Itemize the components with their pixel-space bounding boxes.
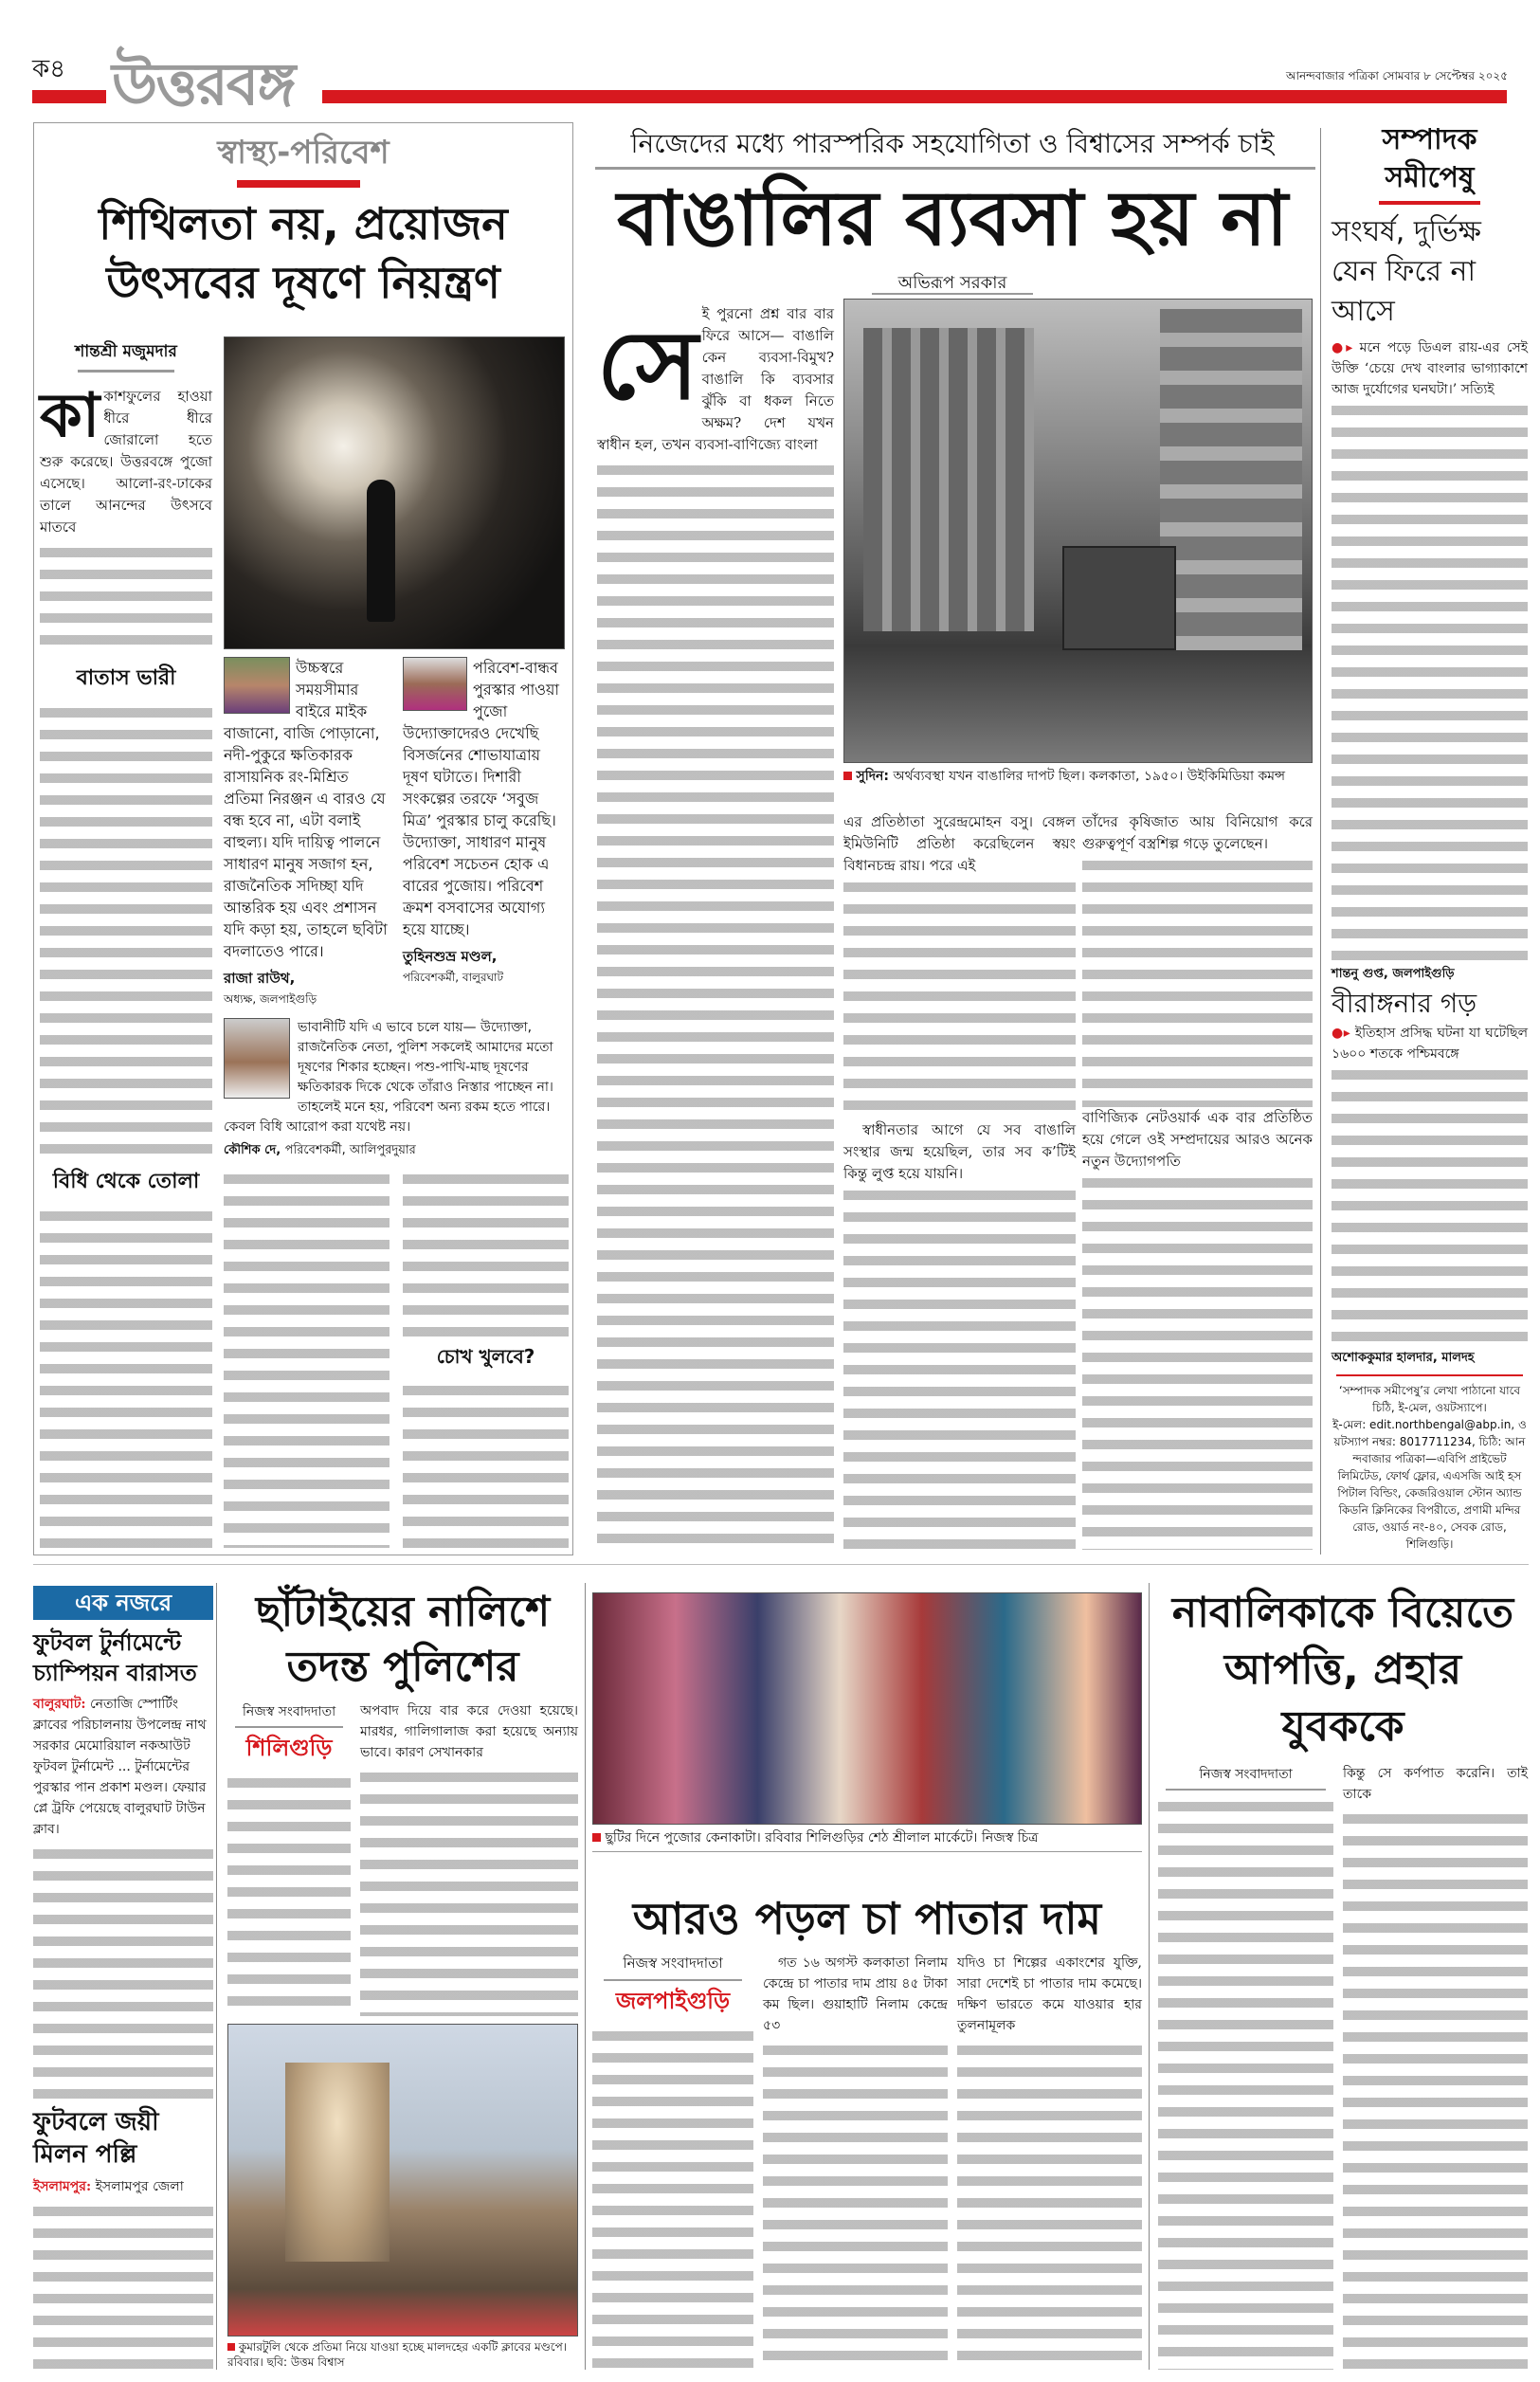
header-bar-left (32, 90, 106, 103)
glance-item1 (33, 1694, 213, 1840)
health-body-row (224, 1169, 569, 1548)
letter1-body (1332, 400, 1528, 961)
health-drop-cap: কা (40, 380, 100, 451)
fireworks-photo (224, 336, 565, 649)
health-section-label: স্বাস্থ্য-পরিবেশ (217, 134, 390, 172)
durga-idol-photo (227, 2024, 578, 2337)
quote-2-block (403, 657, 569, 1010)
arrow-bullet-icon: ●▸ (1332, 340, 1353, 355)
quote-3-role: পরিবেশকর্মী, আলিপুরদুয়ার (284, 1143, 416, 1157)
layoff-column (227, 1585, 578, 2370)
glance-item2-text: ইসলামপুর জেলা (95, 2178, 184, 2194)
business-headline: বাঙালির ব্যবসা হয় না (616, 174, 1289, 263)
health-lead (40, 380, 212, 538)
glance-item1-place: বালুরঘাট: (33, 1697, 86, 1712)
quote-1-role: অধ্যক্ষ, জলপাইগুড়ি (224, 992, 317, 1006)
glance-item2-place: ইসলামপুর: (33, 2178, 92, 2194)
quote-2: পরিবেশ-বান্ধব পুরস্কার পাওয়া পুজো উদ্যোক্তাদেরও দেখেছি বিসর্জনের শোভাযাত্রায় দূষণ ঘটাতে। দিশারী সংকল্পের তরফে ‘সবুজ মিত্র’ পুরস্কার চালু করেছি। উদ্যোক্তা, সাধারণ মানুষ পরিবেশ সচেতন হোক এ বারের পুজোয়। পরিবেশ ক্রমশ বসবাসের অযোগ্য হয়ে যাচ্ছে। (403, 659, 560, 938)
health-headline: শিথিলতা নয়, প্রয়োজন উৎসবের দূষণে নিয়ন্ত্রণ (99, 198, 508, 308)
business-column-3 (1082, 811, 1313, 1550)
caption-marker-2 (227, 2343, 235, 2351)
tea-byline: নিজস্ব সংবাদদাতা (623, 1955, 723, 1972)
letter1-author: শান্তনু গুপ্ত, জলপাইগুড়ি (1332, 967, 1455, 981)
person-silhouette (367, 480, 395, 622)
layoff-col2 (360, 1700, 578, 2016)
minor-body-col2 (1343, 1809, 1528, 2370)
quote-3-block (224, 1018, 569, 1161)
letters-title-1: সম্পাদক (1382, 123, 1477, 156)
market-photo (592, 1592, 1142, 1825)
quotes-row (224, 657, 569, 1010)
tea-location: জলপাইগুড়ি (615, 1988, 731, 2014)
letters-title-2: সমীপেষু (1385, 161, 1475, 194)
minor-headline: নাবালিকাকে বিয়েতে আপত্তি, প্রহার যুবককে (1171, 1589, 1514, 1751)
caption-label: সুদিন: (856, 769, 890, 784)
layoff-body-col1 (227, 1773, 351, 2016)
letters-notice-contact: ই-মেল: edit.northbengal@abp.in, ওয়টস্যাপ নম্বর: 8017711234, চিঠি: আনন্দবাজার পত্রিকা—এবিপি প্রাইভেট লিমিটেড, ফোর্থ ফ্লোর, এএসজি আই হসপিটাল বিল্ডিং, কেজরিওয়াল স্টোন অ্যান্ড কিডনি ক্লিনিকের বিপরীতে, প্রণামী মন্দির রোড, ওয়ার্ড নং-৪০, সেবক রোড, শিলিগুড়ি। (1332, 1418, 1527, 1551)
minor-byline: নিজস্ব সংবাদদাতা (1199, 1767, 1293, 1782)
tea-column (592, 1592, 1142, 2370)
glance-item1-headline: ফুটবল টুর্নামেন্টে চ্যাম্পিয়ন বারাসত (33, 1629, 197, 1686)
health-lead-text: কাশফুলের হাওয়া ধীরে ধীরে জোরালো হতে শুরু করেছে। উত্তরবঙ্গে পুজো এসেছে। আলো-রং-ঢাকের তালে আনন্দের উৎসবে মাতবে (40, 388, 212, 536)
minor-byline-rule (1166, 1789, 1326, 1791)
tea-col3-text: যদিও চা শিল্পের একাংশের যুক্তি, সারা দেশেই চা পাতার দাম কমেছে। দক্ষিণ ভারতে কমে যাওয়ার হার তুলনামূলক (957, 1955, 1142, 2033)
layoff-headline: ছাঁটাইয়ের নালিশে তদন্ত পুলিশের (255, 1588, 551, 1691)
letter1-lead (1332, 337, 1528, 400)
quote-3-name (224, 1141, 569, 1161)
tea-col2 (763, 1953, 948, 2370)
minor-body-col1 (1158, 1796, 1333, 2370)
section-title: উত্তরবঙ্গ (112, 49, 295, 118)
business-body-col2c (843, 1185, 1076, 1550)
business-kicker: নিজেদের মধ্যে পারস্পরিক সহযোগিতা ও বিশ্বাসের সম্পর্ক চাই (630, 128, 1275, 159)
layoff-text: অপবাদ দিয়ে বার করে দেওয়া হয়েছে। মারধর, গালিগালাজ করা হয়েছে অন্যায় ভাবে। কারণ সেখানকার (360, 1703, 578, 1760)
kicker-rule (595, 167, 1315, 170)
layoff-location: শিলিগুড়ি (245, 1735, 333, 1761)
quote-1-block (224, 657, 390, 1010)
building-right (1160, 309, 1302, 650)
idol-caption-text: কুমারটুলি থেকে প্রতিমা নিয়ে যাওয়া হচ্ছে মালদহের একটি ক্লাবের মণ্ডপে। রবিবার। ছবি: উত্তম বিশ্বাস (227, 2340, 568, 2369)
layoff-body-col2 (360, 1767, 578, 2016)
health-body-col2 (224, 1169, 390, 1548)
tea-col1 (592, 1953, 753, 2370)
health-byline: শান্তশ্রী মজুমদার (75, 342, 177, 361)
market-caption (592, 1829, 1142, 1846)
portrait-raja-rauth (224, 657, 290, 714)
idol-figure (285, 2063, 390, 2262)
health-label-bar (237, 180, 360, 188)
page-number: ক৪ (32, 55, 66, 83)
letters-notice-intro: ‘সম্পাদক সমীপেষু’র লেখা পাঠানো যাবে চিঠি, ই-মেল, ওয়টস্যাপে। (1338, 1384, 1521, 1414)
portrait-kaushik-de (224, 1018, 290, 1099)
business-body-col1 (597, 460, 834, 1550)
business-photo-caption (843, 768, 1313, 785)
caption-marker (843, 772, 852, 780)
health-body-col3a (403, 1169, 569, 1337)
kolkata-street-photo (843, 299, 1313, 763)
business-body-col3b (1082, 855, 1313, 1107)
letters-title-bar (1379, 201, 1480, 205)
quote-1: উচ্চস্বরে সময়সীমার বাইরে মাইক বাজানো, বাজি পোড়ানো, নদী-পুকুরে ক্ষতিকারক রাসায়নিক রং-মিশ্রিত প্রতিমা নিরঞ্জন এ বারও যে বন্ধ হবে না, এটা বলাই বাহুল্য। যদি দায়িত্ব পালনে সাধারণ মানুষ সজাগ হন, রাজনৈতিক সদিচ্ছা যদি আন্তরিক হয় এবং প্রশাসন যদি কড়া হয়, তাহলে ছবিটা বদলাতেও পারে। (224, 659, 388, 960)
health-column-1 (40, 339, 212, 1548)
tea-col2-text: গত ১৬ অগস্ট কলকাতা নিলাম কেন্দ্রে চা পাতার দাম প্রায় ৪৫ টাকা কম ছিল। গুয়াহাটি নিলাম কেন্দ্রে ৫৩ (763, 1955, 948, 2033)
letter2-author: অশোককুমার হালদার, মালদহ (1332, 1351, 1475, 1365)
glance-item2-body (33, 2201, 213, 2371)
business-col2-para: এর প্রতিষ্ঠাতা সুরেন্দ্রমোহন বসু। বেঙ্গল ইমিউনিটি প্রতিষ্ঠা করেছিলেন স্বয়ং বিধানচন্দ্র রায়। পরে এই (843, 813, 1076, 874)
market-caption-text: ছুটির দিনে পুজোর কেনাকাটা। রবিবার শিলিগুড়ির শেঠ শ্রীলাল মার্কেটে। নিজস্ব চিত্র (605, 1830, 1039, 1846)
section-divider (33, 1564, 1529, 1565)
glance-item2 (33, 2176, 213, 2197)
letter2-lead-text: ইতিহাস প্রসিদ্ধ ঘটনা যা ঘটেছিল ১৬০০ শতকে পশ্চিমবঙ্গে (1332, 1026, 1529, 1062)
health-body-col1b (40, 702, 212, 1159)
quote-2-name: তুহিনশুভ্র মণ্ডল, (403, 948, 498, 965)
layoff-byline-rule (235, 1726, 343, 1728)
glance-label: এক নজরে (33, 1586, 213, 1620)
letter2-body (1332, 1064, 1528, 1345)
health-body-col3-wrap (403, 1169, 569, 1548)
business-col3-para: তাঁদের কৃষিজাত আয় বিনিয়োগ করে গুরুত্বপূর্ণ বস্ত্রশিল্প গড়ে তুলেছেন। (1082, 813, 1313, 852)
glance-divider (216, 1583, 217, 2370)
byline-underline (872, 293, 1033, 295)
business-body-col3c (1082, 1173, 1313, 1550)
column-divider (1320, 128, 1321, 1555)
layoff-divider (585, 1583, 586, 2370)
health-subhead-3: চোখ খুলবে? (436, 1344, 535, 1368)
arrow-bullet-icon-2: ●▸ (1332, 1026, 1350, 1041)
letter2-headline: বীরাঙ্গনার গড় (1332, 988, 1477, 1019)
building-left (863, 328, 1034, 631)
market-caption-rule (592, 1851, 1142, 1852)
business-drop-cap: সে (597, 309, 698, 421)
tea-col3 (957, 1953, 1142, 2370)
minor-body-row (1158, 1763, 1528, 2370)
business-col2-para-b: স্বাধীনতার আগে যে সব বাঙালি সংস্থার জন্ম হয়েছিল, তার সব ক’টিই কিন্তু লুপ্ত হয়ে যায়নি। (843, 1121, 1076, 1183)
quote-3: ভাবানীটি যদি এ ভাবে চলে যায়— উদ্যোক্তা, রাজনৈতিক নেতা, পুলিশ সকলেই আমাদের মতো দূষণের শিকার হচ্ছেন। পশু-পাখি-মাছ দূষণের ক্ষতিকারক দিকে থেকে তাঁরাও নিস্তার পাচ্ছেন না। তাহলেই মনে হয়, পরিবেশ অন্য রকম হতে পারে। কেবল বিধি আরোপ করা যথেষ্ট নয়। (224, 1020, 553, 1135)
glance-item1-body (33, 1844, 213, 2099)
quote-1-name: রাজা রাউথ, (224, 970, 296, 987)
health-body-col3c (403, 1380, 569, 1549)
tea-body-row (592, 1953, 1142, 2370)
header-bar-right (322, 90, 1507, 103)
tea-divider (1149, 1583, 1150, 2370)
letter2-lead (1332, 1023, 1528, 1064)
tram (1062, 546, 1176, 650)
health-body-col2-wrap (224, 1169, 390, 1548)
minor-col2 (1343, 1763, 1528, 2370)
business-lead-text: ই পুরনো প্রশ্ন বার বার ফিরে আসে— বাঙালি কেন ব্যবসা-বিমুখ? বাঙালি কি ব্যবসার ঝুঁকি বা ধকল নিতে অক্ষম? দেশ যখন স্বাধীন হল, তখন ব্যবসা-বাণিজ্যে বাংলা (597, 305, 834, 453)
business-column-1 (597, 303, 834, 1550)
layoff-body-row (227, 1700, 578, 2016)
health-body-col1c (40, 1206, 212, 1548)
letter1-headline: সংঘর্ষ, দুর্ভিক্ষ যেন ফিরে না আসে (1332, 215, 1481, 328)
health-subhead-1: বাতাস ভারী (76, 666, 176, 691)
portrait-tuhinshubhra (403, 657, 467, 711)
letters-notice-box (1336, 1374, 1523, 1376)
minor-text: কিন্তু সে কর্ণপাত করেনি। তাই তাকে (1343, 1766, 1528, 1802)
layoff-col1 (227, 1700, 351, 2016)
byline-rule (78, 370, 174, 373)
quote-2-role: পরিবেশকর্মী, বালুরঘাট (403, 971, 504, 984)
dateline: আনন্দবাজার পত্রিকা সোমবার ৮ সেপ্টেম্বর ২০২৫ (1285, 69, 1508, 82)
tea-body-col2 (763, 2040, 948, 2370)
business-byline: অভিরূপ সরকার (897, 273, 1007, 293)
caption-text: অর্থব্যবস্থা যখন বাঙালির দাপট ছিল। কলকাতা, ১৯৫০। উইকিমিডিয়া কমন্স (893, 769, 1286, 784)
tea-byline-rule (604, 1979, 742, 1981)
business-body-col2b (843, 877, 1076, 1119)
letters-column (1332, 121, 1528, 1553)
glance-item1-text: নেতাজি স্পোর্টিং ক্লাবের পরিচালনায় উপলেন্দ্র নাথ সরকার মেমোরিয়াল নকআউট ফুটবল টুর্নামেন্ট ... টুর্নামেন্টের পুরস্কার পান প্রকাশ মণ্ডল। ফেয়ার প্লে ট্রফি পেয়েছে বালুরঘাট টাউন ক্লাব। (33, 1697, 207, 1837)
minor-column (1158, 1585, 1528, 2370)
letter1-lead-text: মনে পড়ে ডিএল রায়-এর সেই উক্তি ‘চেয়ে দেখ বাংলার ভাগ্যাকাশে আজ দুর্যোগের ঘনঘটা।’ সত্যিই (1332, 340, 1528, 397)
tea-body-col3 (957, 2040, 1142, 2370)
tea-body-col1 (592, 2026, 753, 2370)
tea-headline: আরও পড়ল চা পাতার দাম (632, 1893, 1102, 1944)
glance-column (33, 1586, 213, 2371)
health-subhead-2: বিধি থেকে তোলা (52, 1169, 200, 1193)
health-body-col1a (40, 542, 212, 656)
business-col3-para-b: বাণিজ্যিক নেটওয়ার্ক এক বার প্রতিষ্ঠিত হয়ে গেলে ওই সম্প্রদায়ের আরও অনেক নতুন উদ্যোগপতি (1082, 1108, 1313, 1170)
minor-col1 (1158, 1763, 1333, 2370)
health-column-2 (224, 336, 569, 1548)
business-column-2 (843, 811, 1076, 1550)
layoff-byline: নিজস্ব সংবাদদাতা (242, 1704, 336, 1719)
glance-item2-headline: ফুটবলে জয়ী মিলন পল্লি (33, 2107, 159, 2169)
quote-3-name-text: কৌশিক দে, (224, 1143, 281, 1157)
caption-marker-3 (592, 1833, 601, 1842)
business-lead (597, 303, 834, 456)
idol-caption (227, 2339, 578, 2370)
